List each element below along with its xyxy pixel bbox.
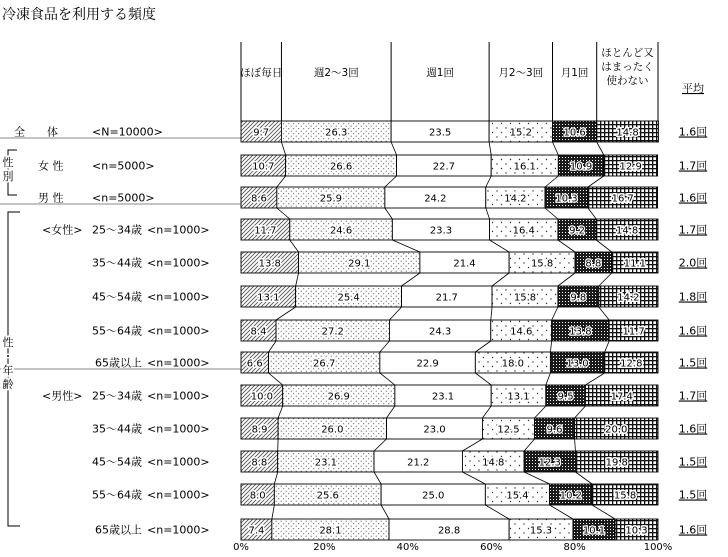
data-label: 13.0 bbox=[566, 358, 589, 370]
data-label: 16.1 bbox=[513, 161, 536, 173]
data-label: 28.8 bbox=[437, 525, 461, 537]
row-label: 45～54歳 bbox=[92, 290, 142, 304]
data-label: 25.6 bbox=[316, 490, 339, 502]
x-tick-label: 0% bbox=[233, 542, 249, 553]
legend-label: 週1回 bbox=[426, 67, 454, 79]
connector-line bbox=[402, 273, 420, 286]
group-label-age: 齢 bbox=[2, 378, 14, 391]
connector-line bbox=[296, 273, 299, 286]
data-label: 8.0 bbox=[249, 490, 266, 502]
connector-line bbox=[290, 240, 299, 252]
data-label: 14.2 bbox=[504, 193, 527, 205]
data-label: 20.0 bbox=[605, 424, 628, 436]
group-label-age: ・ bbox=[2, 350, 14, 363]
connector-line bbox=[272, 505, 275, 519]
connector-line bbox=[385, 208, 393, 219]
connector-line bbox=[552, 307, 558, 320]
connector-line bbox=[475, 341, 490, 352]
data-label: 9.2 bbox=[569, 225, 586, 237]
connector-line bbox=[485, 505, 509, 519]
connector-line bbox=[585, 373, 604, 385]
legend-label: 月2～3回 bbox=[498, 67, 544, 79]
x-tick-label: 100% bbox=[643, 542, 673, 553]
connector-line bbox=[491, 307, 492, 320]
connector-line bbox=[486, 176, 491, 187]
data-label: 8.6 bbox=[250, 193, 267, 205]
x-tick-label: 80% bbox=[563, 542, 586, 553]
row-average: 1.7回 bbox=[678, 159, 708, 173]
row-average: 1.6回 bbox=[678, 523, 708, 537]
data-label: 15.8 bbox=[513, 292, 537, 304]
data-label: 24.6 bbox=[329, 225, 353, 237]
data-label: 12.8 bbox=[620, 358, 643, 370]
x-tick-label: 20% bbox=[313, 542, 336, 553]
connector-line bbox=[535, 406, 546, 418]
data-label: 10.3 bbox=[555, 193, 578, 205]
legend-label: 週2～3回 bbox=[313, 67, 359, 79]
data-label: 9.6 bbox=[546, 424, 563, 436]
data-label: 28.1 bbox=[319, 525, 342, 537]
data-label: 25.0 bbox=[422, 490, 445, 502]
row-label: 25～34歳 bbox=[92, 389, 142, 403]
connector-line bbox=[599, 273, 612, 286]
connector-line bbox=[524, 472, 549, 484]
legend-label: 使わない bbox=[606, 75, 649, 87]
data-label: 17.4 bbox=[610, 391, 633, 403]
connector-line bbox=[486, 208, 490, 219]
connector-line bbox=[269, 341, 277, 352]
data-label: 16.4 bbox=[512, 225, 535, 237]
data-label: 23.3 bbox=[429, 225, 453, 237]
connector-line bbox=[387, 406, 395, 418]
connector-line bbox=[490, 240, 510, 252]
connector-line bbox=[462, 472, 485, 484]
data-label: 21.2 bbox=[407, 457, 430, 469]
data-label: 25.9 bbox=[319, 193, 342, 205]
data-label: 14.8 bbox=[616, 127, 639, 139]
chart-title: 冷凍食品を利用する頻度 bbox=[2, 7, 156, 23]
connector-line bbox=[575, 472, 592, 484]
row-n: <n=1000> bbox=[147, 324, 210, 338]
legend-label: 月1回 bbox=[560, 67, 589, 79]
data-label: 10.7 bbox=[252, 161, 275, 173]
data-label: 13.8 bbox=[569, 326, 592, 338]
connector-line bbox=[605, 341, 610, 352]
row-n: <n=5000> bbox=[92, 191, 155, 205]
data-label: 22.9 bbox=[416, 358, 439, 370]
x-tick-label: 40% bbox=[396, 542, 419, 553]
connector-line bbox=[389, 307, 401, 320]
row-prefix: <男性> bbox=[42, 389, 83, 403]
row-n: <N=10000> bbox=[92, 125, 163, 139]
connector-line bbox=[380, 341, 390, 352]
data-label: 21.4 bbox=[453, 258, 476, 270]
legend-label: はまったく bbox=[601, 61, 654, 73]
data-label: 25.4 bbox=[337, 292, 360, 304]
connector-line bbox=[597, 142, 604, 155]
data-label: 9.5 bbox=[557, 391, 574, 403]
x-tick-label: 60% bbox=[480, 542, 503, 553]
data-label: 11.7 bbox=[622, 326, 645, 338]
group-label-gender: 性 bbox=[2, 156, 14, 169]
data-label: 23.5 bbox=[428, 127, 452, 139]
data-label: 12.9 bbox=[619, 161, 642, 173]
row-n: <n=5000> bbox=[92, 159, 155, 173]
row-label: 35～44歳 bbox=[92, 256, 142, 270]
data-label: 10.9 bbox=[569, 161, 593, 173]
data-label: 27.2 bbox=[321, 326, 344, 338]
connector-line bbox=[550, 341, 551, 352]
row-n: <n=1000> bbox=[147, 488, 210, 502]
connector-line bbox=[575, 439, 576, 451]
row-average: 1.7回 bbox=[678, 223, 708, 237]
row-label: 65歳以上 bbox=[95, 356, 142, 370]
row-n: <n=1000> bbox=[147, 290, 210, 304]
connector-line bbox=[558, 273, 575, 286]
data-label: 11.7 bbox=[254, 225, 277, 237]
connector-line bbox=[550, 505, 573, 519]
data-label: 15.4 bbox=[506, 490, 529, 502]
row-prefix: <女性> bbox=[42, 223, 83, 237]
data-label: 13.8 bbox=[258, 258, 281, 270]
data-label: 26.3 bbox=[325, 127, 348, 139]
data-label: 22.7 bbox=[432, 161, 456, 173]
data-label: 10.3 bbox=[625, 525, 648, 537]
row-n: <n=1000> bbox=[147, 455, 210, 469]
legend-label: ほとんど又 bbox=[601, 47, 654, 59]
data-label: 29.1 bbox=[348, 258, 371, 270]
row-average: 1.8回 bbox=[678, 290, 708, 304]
data-label: 10.0 bbox=[250, 391, 273, 403]
connector-line bbox=[269, 373, 283, 385]
data-label: 10.1 bbox=[582, 525, 606, 537]
data-label: 8.8 bbox=[585, 258, 602, 270]
row-average: 1.6回 bbox=[678, 422, 708, 436]
data-label: 24.2 bbox=[424, 193, 447, 205]
connector-line bbox=[596, 240, 611, 252]
row-average: 1.6回 bbox=[678, 324, 708, 338]
data-label: 9.7 bbox=[253, 127, 270, 139]
row-average: 1.6回 bbox=[678, 191, 708, 205]
data-label: 14.8 bbox=[482, 457, 505, 469]
connector-line bbox=[277, 208, 290, 219]
data-label: 11.1 bbox=[623, 258, 646, 270]
connector-line bbox=[374, 472, 381, 484]
connector-line bbox=[381, 505, 389, 519]
data-label: 8.8 bbox=[251, 457, 268, 469]
row-n: <n=1000> bbox=[147, 389, 210, 403]
group-label-gender: 別 bbox=[2, 170, 14, 183]
connector-line bbox=[545, 176, 558, 187]
data-label: 10.2 bbox=[559, 490, 582, 502]
row-n: <n=1000> bbox=[147, 223, 210, 237]
data-label: 15.8 bbox=[613, 490, 637, 502]
data-label: 24.3 bbox=[428, 326, 452, 338]
row-label: 男 性 bbox=[38, 191, 64, 205]
row-average: 1.5回 bbox=[678, 488, 708, 502]
connector-line bbox=[545, 208, 558, 219]
data-label: 23.1 bbox=[431, 391, 455, 403]
data-label: 23.1 bbox=[314, 457, 337, 469]
connector-line bbox=[276, 307, 296, 320]
connector-line bbox=[278, 406, 283, 418]
data-label: 6.6 bbox=[246, 358, 263, 370]
connector-line bbox=[524, 439, 534, 451]
data-label: 26.9 bbox=[327, 391, 350, 403]
data-label: 26.7 bbox=[313, 358, 336, 370]
row-average: 2.0回 bbox=[678, 256, 708, 270]
connector-line bbox=[374, 439, 387, 451]
row-average: 1.5回 bbox=[678, 455, 708, 469]
data-label: 8.9 bbox=[251, 424, 268, 436]
data-label: 15.2 bbox=[509, 127, 532, 139]
data-label: 18.0 bbox=[501, 358, 525, 370]
row-label: 女 性 bbox=[38, 159, 64, 173]
connector-line bbox=[492, 273, 509, 286]
data-label: 10.6 bbox=[563, 127, 586, 139]
legend-label: ほぼ毎日 bbox=[240, 67, 283, 79]
connector-line bbox=[380, 373, 395, 385]
connector-line bbox=[546, 373, 551, 385]
connector-line bbox=[385, 176, 397, 187]
connector-line bbox=[552, 142, 558, 155]
group-label-age: 年 bbox=[2, 364, 14, 377]
connector-line bbox=[575, 406, 586, 418]
row-average: 1.6回 bbox=[678, 125, 708, 139]
connector-line bbox=[391, 142, 396, 155]
data-label: 23.0 bbox=[423, 424, 446, 436]
connector-line bbox=[475, 373, 491, 385]
row-label: 55～64歳 bbox=[92, 324, 142, 338]
data-label: 26.6 bbox=[329, 161, 353, 173]
connector-line bbox=[558, 240, 575, 252]
connector-line bbox=[489, 142, 491, 155]
data-label: 15.3 bbox=[529, 525, 553, 537]
data-label: 7.4 bbox=[248, 525, 265, 537]
data-label: 26.0 bbox=[321, 424, 344, 436]
data-label: 13.1 bbox=[507, 391, 530, 403]
row-n: <n=1000> bbox=[147, 422, 210, 436]
row-label: 45～54歳 bbox=[92, 455, 142, 469]
row-average: 1.7回 bbox=[678, 389, 708, 403]
row-label: 65歳以上 bbox=[95, 523, 142, 537]
connector-line bbox=[277, 176, 286, 187]
connector-line bbox=[482, 406, 491, 418]
row-n: <n=1000> bbox=[147, 356, 210, 370]
connector-line bbox=[281, 142, 285, 155]
data-label: 14.8 bbox=[616, 225, 639, 237]
group-label-age: 性 bbox=[2, 336, 14, 349]
data-label: 12.5 bbox=[497, 424, 520, 436]
data-label: 13.1 bbox=[257, 292, 280, 304]
data-label: 15.8 bbox=[530, 258, 554, 270]
row-label: 55～64歳 bbox=[92, 488, 142, 502]
row-label: 35～44歳 bbox=[92, 422, 142, 436]
row-label: 25～34歳 bbox=[92, 223, 142, 237]
connector-line bbox=[462, 439, 482, 451]
row-label: 全 体 bbox=[14, 125, 58, 139]
data-label: 14.6 bbox=[510, 326, 533, 338]
data-label: 9.8 bbox=[570, 292, 587, 304]
data-label: 19.8 bbox=[605, 457, 628, 469]
row-average: 1.5回 bbox=[678, 356, 708, 370]
connector-line bbox=[592, 505, 615, 519]
data-label: 12.3 bbox=[538, 457, 561, 469]
data-label: 8.4 bbox=[250, 326, 267, 338]
connector-line bbox=[599, 307, 609, 320]
connector-line bbox=[392, 240, 420, 252]
data-label: 16.7 bbox=[611, 193, 634, 205]
row-n: <n=1000> bbox=[147, 256, 210, 270]
data-label: 14.2 bbox=[617, 292, 640, 304]
average-header: 平均 bbox=[682, 82, 704, 95]
row-n: <n=1000> bbox=[147, 523, 210, 537]
connector-line bbox=[588, 208, 596, 219]
connector-line bbox=[588, 176, 604, 187]
connector-line bbox=[274, 472, 277, 484]
data-label: 21.7 bbox=[435, 292, 458, 304]
